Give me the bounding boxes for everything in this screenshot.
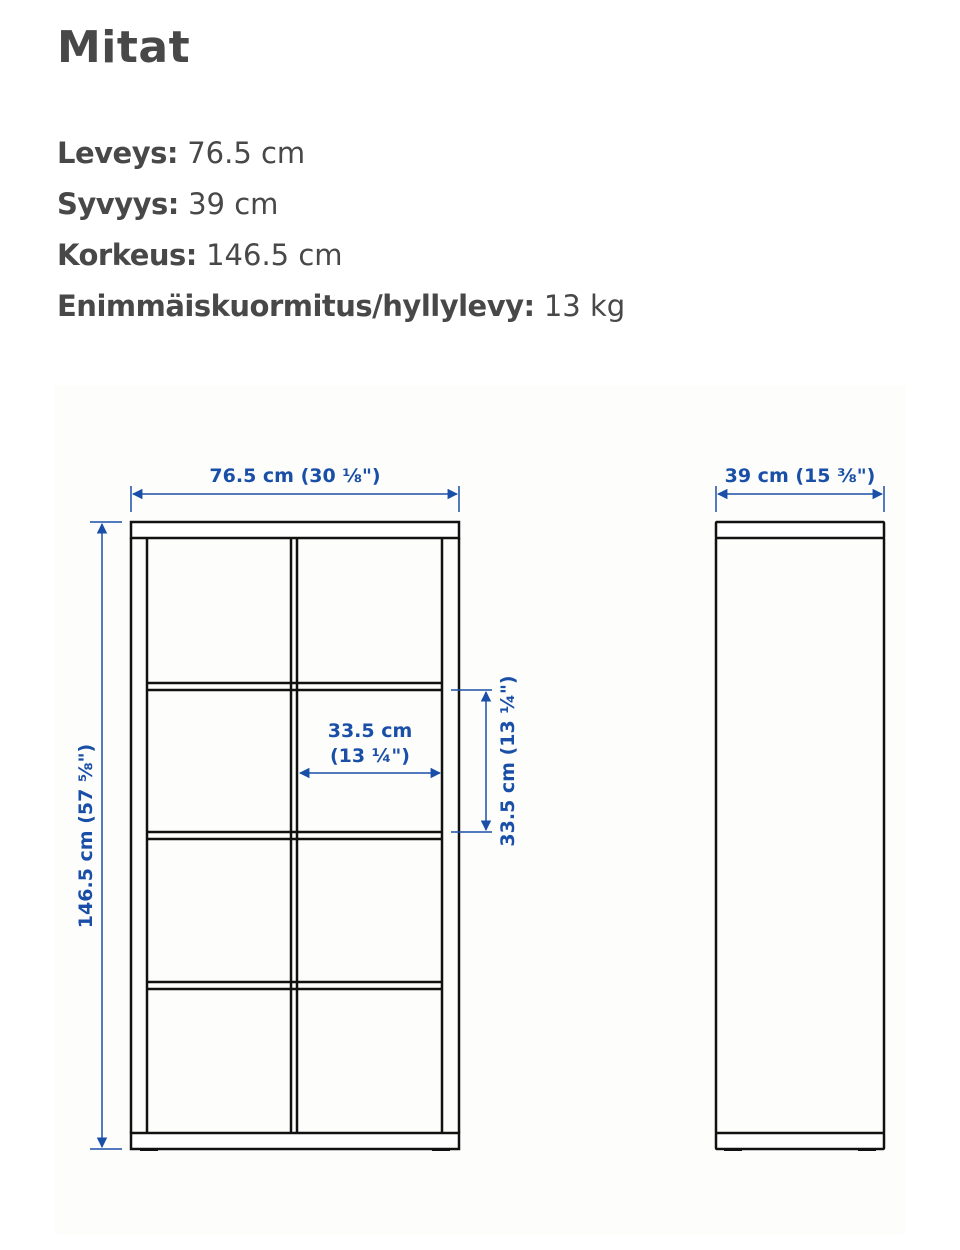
compartment-height-label: 33.5 cm (13 ¼") (497, 675, 519, 847)
spec-label: Leveys: (57, 136, 178, 170)
spec-value: 39 cm (188, 187, 279, 221)
spec-label: Enimmäiskuormitus/hyllylevy: (57, 289, 535, 323)
width-dimension-label: 76.5 cm (30 ⅛") (209, 465, 381, 487)
side-view-shelf-unit (716, 522, 884, 1150)
depth-dimension-label: 39 cm (15 ⅜") (724, 465, 876, 487)
height-dimension-label: 146.5 cm (57 ⅝") (75, 743, 97, 929)
spec-value: 146.5 cm (206, 238, 343, 272)
page-title: Mitat (57, 22, 191, 73)
compartment-height-dimension (451, 690, 492, 832)
spec-value: 13 kg (543, 289, 626, 323)
spec-value: 76.5 cm (187, 136, 306, 170)
width-dimension (131, 486, 459, 512)
depth-dimension (716, 486, 884, 512)
spec-label: Korkeus: (57, 238, 197, 272)
compartment-width-label-line2: (13 ¼") (330, 745, 410, 767)
front-view-shelf-unit (131, 522, 459, 1150)
compartment-width-label-line1: 33.5 cm (327, 720, 413, 742)
spec-label: Syvyys: (57, 187, 179, 221)
